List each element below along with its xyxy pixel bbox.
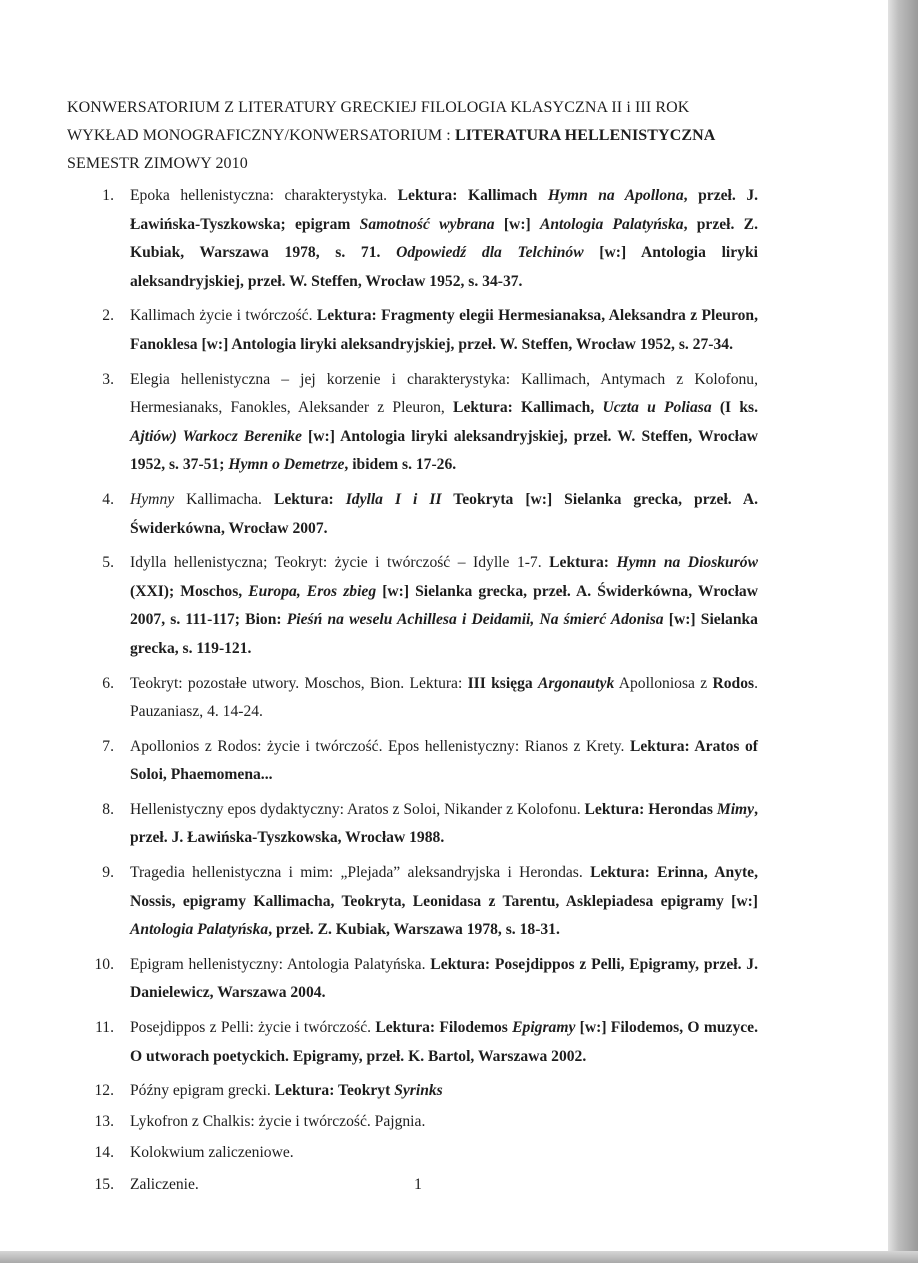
syllabus-item (88, 1014, 758, 1071)
item-text-part: . Pauzaniasz, 4. 14-24. (130, 674, 758, 721)
item-text-part: Elegia hellenistyczna – jej korzenie i charakterystyka: Kallimach, Antymach z Kolofonu, Hermesianaks, Fanokles, Aleksander z Pleuron, (130, 370, 758, 417)
item-text-part: Syrinks (394, 1082, 443, 1100)
item-text-part: III księga (467, 674, 539, 692)
item-text-part: , przeł. J. Ławińska-Tyszkowska; epigram (130, 187, 759, 233)
syllabus-item (88, 859, 758, 945)
item-number: 14. (94, 1144, 114, 1162)
item-text-part: Kallimach życie i twórczość. (130, 307, 317, 325)
item-text-part: Lektura: Erinna, Anyte, Nossis, epigramy Kallimacha, Teokryta, Leonidasa z Tarentu, Asklepiadesa epigramy [w:] (130, 864, 758, 910)
item-text-part: Lektura: Fragmenty elegii Hermesianaksa, Aleksandra z Pleuron, Fanoklesa [w:] Antologia liryki aleksandryjskiej, przeł. W. Steffen, Wrocław 1952, s. 27-34. (130, 307, 758, 353)
item-number: 13. (94, 1113, 114, 1131)
item-text-part: Hymny (130, 490, 175, 508)
item-text-part: Idylla hellenistyczna; Teokryt: życie i twórczość – Idylle 1-7. (130, 554, 550, 572)
item-text-part: [w:] Antologia liryki aleksandryjskiej, przeł. W. Steffen, Wrocław 1952, s. 34-37. (130, 244, 758, 290)
syllabus-item (88, 549, 758, 663)
item-text (130, 302, 758, 359)
item-number: 12. (94, 1082, 114, 1100)
item-text-part: , przeł. Z. Kubiak, Warszawa 1978, s. 18-31. (268, 921, 560, 939)
page-number: 1 (414, 1176, 422, 1193)
item-text-part: Hymn na Dioskurów (616, 554, 758, 572)
item-text (130, 670, 758, 727)
item-number: 7. (102, 737, 114, 755)
item-number: 1. (102, 187, 114, 204)
item-text (130, 1077, 758, 1106)
item-text-part: Epigramy (512, 1019, 576, 1037)
syllabus-item (88, 486, 758, 543)
header-line-2 (67, 122, 837, 150)
item-text-part: , przeł. J. Ławińska-Tyszkowska, Wrocław 1988. (130, 800, 758, 847)
item-text-part: Apolloniosa z (614, 674, 713, 692)
item-text (130, 486, 758, 543)
item-text-part: [w:] Antologia liryki aleksandryjskiej, przeł. W. Steffen, Wrocław 1952, s. 37-51; (130, 427, 759, 474)
item-text-part: Mimy (716, 800, 755, 818)
item-text-part: Odpowiedź dla Telchinów (396, 244, 584, 262)
syllabus-item (88, 1139, 758, 1168)
item-text-part: Europa, Eros zbieg (248, 582, 377, 600)
item-text-part: Epoka hellenistyczna: charakterystyka. (130, 187, 398, 204)
item-text-part: Teokryta [w:] Sielanka grecka, przeł. A. Świderkówna, Wrocław 2007. (130, 490, 759, 537)
item-text-part: Tragedia hellenistyczna i mim: „Plejada” aleksandryjska i Herondas. (130, 864, 591, 882)
header-line-1: KONWERSATORIUM Z LITERATURY GRECKIEJ FILOLOGIA KLASYCZNA II i III ROK (67, 99, 690, 116)
item-text (130, 796, 758, 853)
item-text-part: Argonautyk (538, 674, 615, 692)
item-text-part: Antologia Palatyńska (539, 215, 684, 233)
item-text-part: Idylla I i II (345, 490, 442, 508)
item-text-part: Hymn o Demetrze (228, 456, 345, 474)
item-text-part: Uczta u Poliasa (602, 399, 712, 417)
item-text-part: [w:] Filodemos, O muzyce. O utworach poetyckich. Epigramy, przeł. K. Bartol, Warszawa 2002. (130, 1019, 758, 1065)
item-text-part: Zaliczenie. (130, 1175, 199, 1193)
item-text (130, 549, 758, 663)
scan-edge-right (888, 0, 918, 1263)
document-header (67, 94, 837, 178)
item-number: 6. (102, 674, 114, 692)
item-text-part: Kallimacha. (174, 490, 274, 508)
item-text-part: [w:] Sielanka grecka, s. 119-121. (130, 611, 758, 657)
item-text (130, 733, 758, 790)
item-number: 4. (102, 490, 114, 508)
syllabus-item (88, 951, 758, 1008)
item-text-part: Epigram hellenistyczny: Antologia Palatyńska. (130, 955, 431, 973)
item-text-part: (XXI); Moschos, (130, 582, 249, 600)
syllabus-item (88, 366, 758, 480)
item-number: 5. (102, 554, 114, 572)
item-text-part: Lykofron z Chalkis: życie i twórczość. Pajgnia. (130, 1113, 426, 1131)
item-number: 8. (102, 800, 114, 818)
item-text (130, 1139, 758, 1168)
syllabus-item (88, 182, 758, 296)
item-text-part: Lektura: Posejdippos z Pelli, Epigramy, przeł. J. Danielewicz, Warszawa 2004. (130, 955, 758, 1002)
item-text-part: Ajtiów) Warkocz Berenike (130, 427, 302, 445)
item-text (130, 182, 758, 296)
header-line-3: SEMESTR ZIMOWY 2010 (67, 155, 248, 172)
scan-edge-bottom (0, 1251, 918, 1263)
item-text-part: Późny epigram grecki. (130, 1082, 275, 1100)
item-number: 11. (95, 1019, 114, 1037)
item-text-part: Hellenistyczny epos dydaktyczny: Aratos z Soloi, Nikander z Kolofonu. (130, 800, 585, 818)
item-text (130, 951, 758, 1008)
item-text-part: Posejdippos z Pelli: życie i twórczość. (130, 1019, 376, 1037)
item-text-part: Lektura: Filodemos (375, 1019, 513, 1037)
syllabus-item (88, 733, 758, 790)
item-text-part: Samotność wybrana (359, 215, 495, 233)
item-text-part: Kolokwium zaliczeniowe. (130, 1144, 294, 1162)
syllabus-item (88, 796, 758, 853)
item-text-part: Lektura: (273, 490, 346, 508)
item-number: 15. (94, 1175, 114, 1193)
item-text-part: [w:] (494, 215, 540, 233)
header-line-2-prefix: WYKŁAD MONOGRAFICZNY/KONWERSATORIUM : (67, 127, 455, 144)
item-text-part: , przeł. Z. Kubiak, Warszawa 1978, s. 71. (130, 215, 758, 262)
item-text-part: Rodos (712, 674, 755, 692)
syllabus-item (88, 1077, 758, 1106)
item-text-part: Antologia Palatyńska (130, 921, 269, 939)
item-text (130, 1014, 758, 1071)
item-text-part: Lektura: (549, 554, 617, 572)
item-number: 9. (102, 864, 114, 882)
item-number: 10. (94, 955, 114, 973)
item-number: 3. (102, 370, 114, 388)
header-line-2-title: LITERATURA HELLENISTYCZNA (454, 127, 716, 144)
item-text-part: (I ks. (711, 399, 758, 417)
item-text-part: Lektura: Kallimach, (453, 399, 603, 417)
syllabus-list (88, 182, 758, 1202)
syllabus-item (88, 1108, 758, 1137)
syllabus-item (88, 670, 758, 727)
item-text-part: Teokryt: pozostałe utwory. Moschos, Bion. Lektura: (130, 674, 468, 692)
syllabus-item (88, 302, 758, 359)
item-text-part: Pieśń na weselu Achillesa i Deidamii, Na śmierć Adonisa (286, 611, 664, 629)
item-text-part: Apollonios z Rodos: życie i twórczość. Epos hellenistyczny: Rianos z Krety. (130, 737, 630, 755)
item-text-part: Lektura: Herondas (584, 800, 717, 818)
item-text-part: Lektura: Aratos of Soloi, Phaemomena... (130, 737, 758, 784)
item-text-part: Hymn na Apollona (547, 187, 684, 204)
item-text (130, 859, 758, 945)
item-number: 2. (102, 307, 114, 325)
item-text-part: Lektura: Kallimach (397, 187, 548, 204)
item-text (130, 1108, 758, 1137)
item-text-part: , ibidem s. 17-26. (344, 456, 457, 474)
item-text-part: [w:] Sielanka grecka, przeł. A. Świderkówna, Wrocław 2007, s. 111-117; Bion: (130, 582, 758, 629)
item-text (130, 366, 758, 480)
item-text-part: Lektura: Teokryt (274, 1082, 395, 1100)
